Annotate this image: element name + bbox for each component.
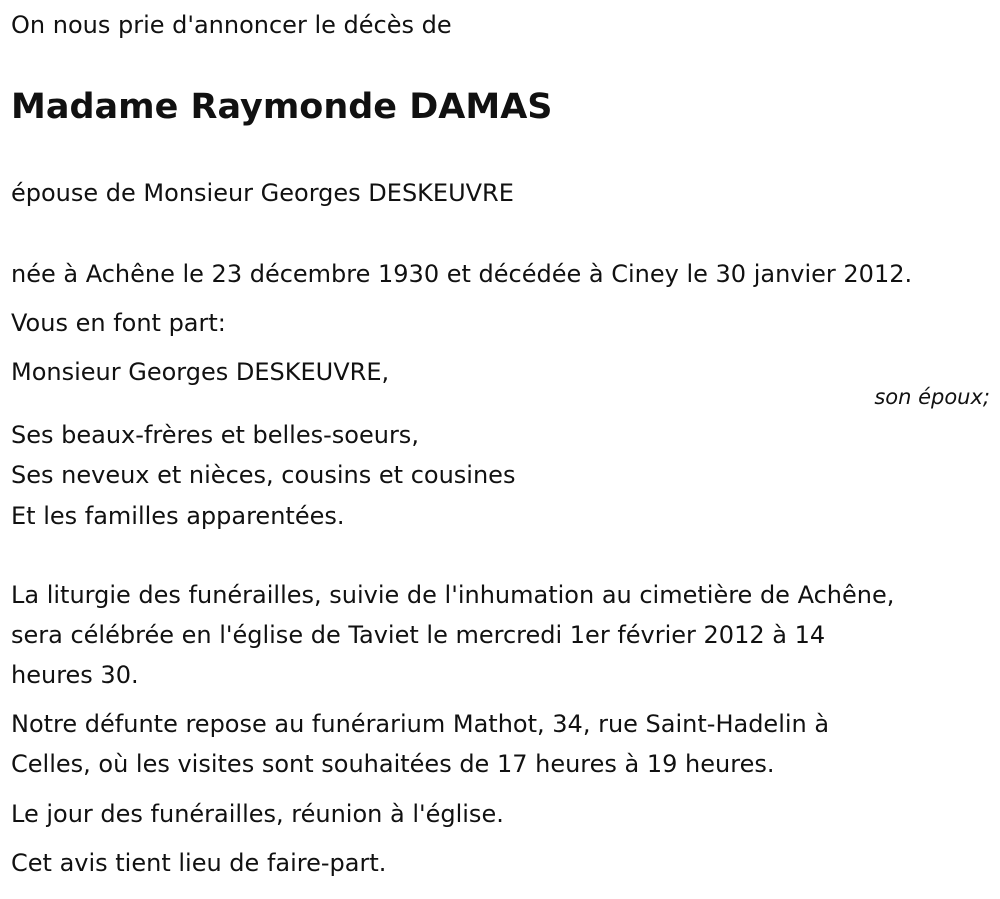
- meeting-line: Le jour des funérailles, réunion à l'église.: [11, 800, 504, 828]
- liturgy-line: heures 30.: [11, 661, 139, 689]
- mourner-name: Monsieur Georges DESKEUVRE,: [11, 358, 390, 386]
- liturgy-line: sera célébrée en l'église de Taviet le mercredi 1er février 2012 à 14: [11, 621, 826, 649]
- deceased-name: Madame Raymonde DAMAS: [11, 87, 553, 127]
- intro-text: On nous prie d'annoncer le décès de: [11, 11, 452, 39]
- announcers-intro: Vous en font part:: [11, 309, 226, 337]
- birth-death-line: née à Achêne le 23 décembre 1930 et décédée à Ciney le 30 janvier 2012.: [11, 260, 913, 288]
- family-line: Ses neveux et nièces, cousins et cousines: [11, 461, 516, 489]
- liturgy-line: La liturgie des funérailles, suivie de l'inhumation au cimetière de Achêne,: [11, 581, 895, 609]
- repose-line: Celles, où les visites sont souhaitées de 17 heures à 19 heures.: [11, 750, 775, 778]
- repose-line: Notre défunte repose au funérarium Mathot, 34, rue Saint-Hadelin à: [11, 710, 830, 738]
- spouse-line: épouse de Monsieur Georges DESKEUVRE: [11, 179, 514, 207]
- family-line: Et les familles apparentées.: [11, 502, 345, 530]
- family-line: Ses beaux-frères et belles-soeurs,: [11, 421, 419, 449]
- closing-line: Cet avis tient lieu de faire-part.: [11, 849, 387, 877]
- mourner-relation: son époux;: [874, 385, 990, 409]
